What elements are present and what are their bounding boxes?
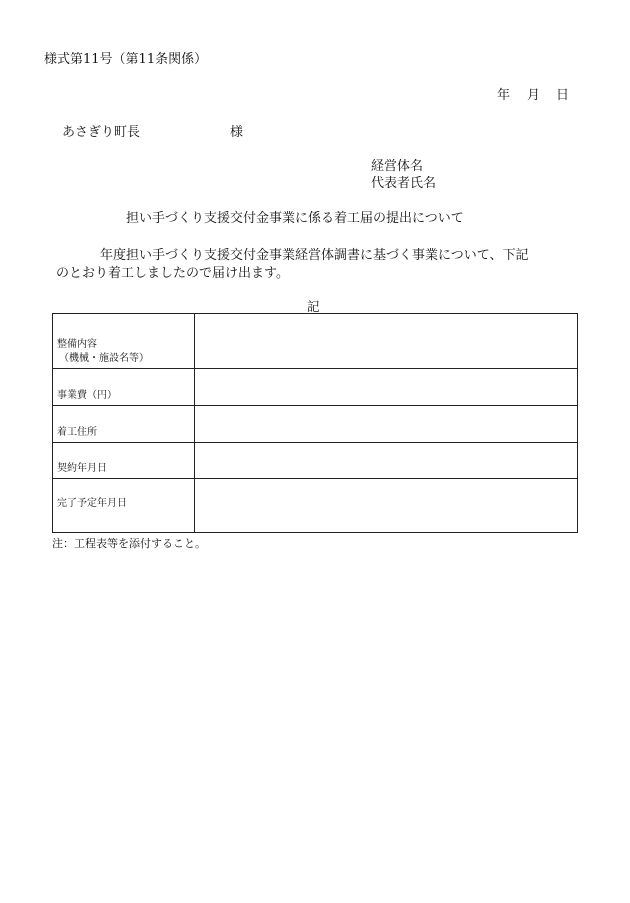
addressee-name: あさぎり町長 — [62, 125, 141, 140]
table-row — [53, 314, 578, 369]
table-label-cell — [53, 369, 195, 406]
date-year-label: 年 — [497, 88, 511, 103]
date-day-label: 日 — [556, 88, 570, 103]
table-value-cell[interactable] — [195, 369, 578, 406]
representative-name-label: 代表者氏名 — [371, 176, 437, 191]
row-sublabel: （機械・施設名等） — [59, 352, 149, 364]
body-text-line-1: 年度担い手づくり支援交付金事業経営体調書に基づく事業について、下記 — [100, 248, 529, 263]
body-text-line-2: のとおり着工しましたので届け出ます。 — [56, 266, 289, 281]
row-label: 契約年月日 — [57, 462, 107, 474]
row-label: 整備内容 — [57, 339, 97, 350]
addressee-honorific: 様 — [230, 125, 244, 140]
table-value-cell[interactable] — [195, 443, 578, 479]
ki-heading: 記 — [307, 299, 320, 314]
table-value-cell[interactable] — [195, 406, 578, 443]
table-label-cell — [53, 406, 195, 443]
table-value-cell[interactable] — [195, 314, 578, 369]
table-row — [53, 443, 578, 479]
details-table — [52, 313, 578, 533]
footnote: 注：工程表等を添付すること。 — [52, 537, 206, 550]
table-label-cell — [53, 479, 195, 533]
table-value-cell[interactable] — [195, 479, 578, 533]
entity-name-label: 経営体名 — [371, 159, 424, 174]
form-number: 様式第11号（第11条関係） — [44, 52, 208, 67]
table-label-cell — [53, 443, 195, 479]
table-row — [53, 369, 578, 406]
row-label: 完了予定年月日 — [57, 498, 127, 510]
document-title: 担い手づくり支援交付金事業に係る着工届の提出について — [126, 211, 464, 226]
date-month-label: 月 — [527, 88, 541, 103]
table-row — [53, 479, 578, 533]
table-label-cell — [53, 314, 195, 369]
row-label: 事業費（円） — [57, 389, 117, 401]
row-label: 着工住所 — [57, 426, 97, 438]
table-row — [53, 406, 578, 443]
